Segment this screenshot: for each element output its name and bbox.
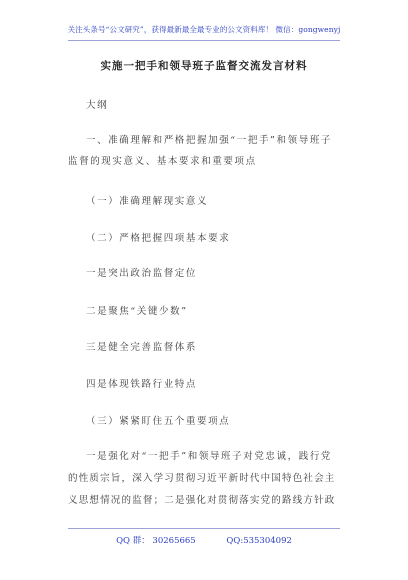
requirement-item-2: 二是聚焦“关键少数” [86,306,188,317]
paragraph-line-2: 的性质宗旨，深入学习贯彻习近平新时代中国特色社会主 [68,473,336,484]
footer-qq-group: QQ 群： 30265665 [116,536,196,546]
paragraph-line-3: 义思想情况的监督；二是强化对贯彻落实党的路线方针政 [68,495,336,506]
header-divider [68,40,340,41]
document-title: 实施一把手和领导班子监督交流发言材料 [100,60,308,72]
page-header-banner: 关注头条号“公文研究”，获得最新最全最专业的公文资料库！ 微信：gongwenyj [67,25,341,34]
subsection-heading-1: （一）准确理解现实意义 [86,196,209,207]
requirement-item-1: 一是突出政治监督定位 [86,268,198,279]
requirement-item-3: 三是健全完善监督体系 [86,342,198,353]
paragraph-line-1: 一是强化对“一把手”和领导班子对党忠诚，践行党 [86,451,333,462]
footer-qq-contact: QQ:535304092 [226,536,292,546]
subsection-heading-2: （二）严格把握四项基本要求 [86,233,231,244]
footer-divider [68,528,340,529]
outline-heading: 大纲 [86,100,109,111]
section-heading-line-1: 一、准确理解和严格把握加强“一把手”和领导班子 [86,135,333,146]
page-footer [0,534,408,546]
requirement-item-4: 四是体现铁路行业特点 [86,379,198,390]
section-heading-line-2: 监督的现实意义、基本要求和重要项点 [68,156,257,167]
subsection-heading-3: （三）紧紧盯住五个重要项点 [86,416,231,427]
